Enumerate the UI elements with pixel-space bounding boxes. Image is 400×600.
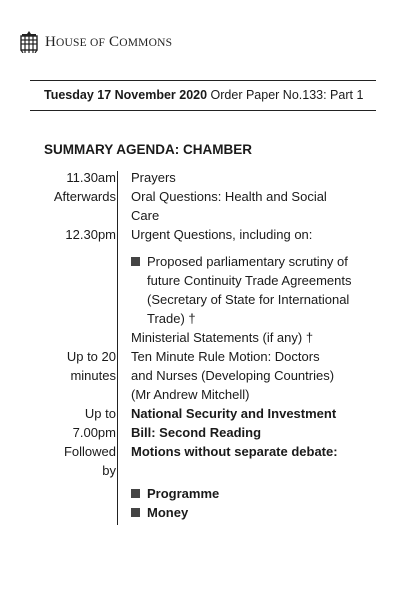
square-bullet-icon [131, 257, 140, 266]
agenda-time: Afterwards [53, 189, 116, 204]
top-rule [30, 80, 376, 81]
house-title: HOUSE OF COMMONS [45, 33, 173, 50]
agenda-bullet-item [131, 252, 367, 328]
summary-agenda-title: SUMMARY AGENDA: CHAMBER [44, 142, 252, 157]
agenda-desc-line: National Security and Investment [131, 406, 337, 421]
agenda-bullet-list [124, 484, 367, 522]
agenda-time [30, 404, 124, 442]
agenda-desc-line: and Nurses (Developing Countries) [131, 368, 335, 383]
house-of-commons-header [19, 28, 172, 56]
agenda-desc [124, 347, 367, 404]
agenda-time [30, 442, 124, 480]
agenda-row [30, 347, 376, 404]
order-paper-text: Order Paper No.133: Part 1 [210, 88, 364, 102]
bullet-text: Programme [147, 486, 220, 501]
agenda-time: 11.30am [66, 170, 116, 185]
agenda-time-line: minutes [70, 368, 116, 383]
agenda-row [30, 484, 376, 522]
bottom-rule [30, 110, 376, 111]
agenda-bullet-item [131, 484, 367, 503]
agenda-row [30, 404, 376, 442]
agenda-row [30, 442, 376, 480]
agenda-time-line: Up to 20 [66, 349, 116, 364]
agenda-desc: Urgent Questions, including on: [131, 227, 313, 242]
agenda-desc: Ministerial Statements (if any) † [131, 330, 314, 345]
agenda-time-line: 7.00pm [72, 425, 116, 440]
agenda-row [30, 252, 376, 328]
agenda-desc-line: Oral Questions: Health and Social [131, 189, 327, 204]
portcullis-icon [19, 31, 39, 53]
agenda-row [30, 225, 376, 244]
bullet-text: Money [147, 505, 189, 520]
agenda-bullet-list [124, 252, 367, 328]
agenda-desc: Motions without separate debate: [131, 444, 338, 459]
agenda-time-line: Up to [84, 406, 116, 421]
agenda-bullet-item [131, 503, 367, 522]
agenda-desc-line: Bill: Second Reading [131, 425, 262, 440]
agenda-desc [124, 404, 367, 442]
agenda-time-line: by [102, 463, 116, 478]
agenda-row [30, 187, 376, 225]
bullet-text: Proposed parliamentary scrutiny of future Continuity Trade Agreements (Secretary of State for International Trade) † [147, 254, 352, 326]
agenda-desc: Prayers [131, 170, 176, 185]
agenda-desc-line: Care [131, 208, 160, 223]
square-bullet-icon [131, 489, 140, 498]
agenda-time-line: Followed [63, 444, 116, 459]
agenda-desc [124, 187, 367, 225]
agenda-time [30, 347, 124, 404]
agenda-row [30, 168, 376, 187]
agenda-desc-line: (Mr Andrew Mitchell) [131, 387, 250, 402]
date-text: Tuesday 17 November 2020 [44, 88, 208, 102]
dateline [44, 88, 363, 102]
agenda-row [30, 328, 376, 347]
agenda-time: 12.30pm [65, 227, 116, 242]
square-bullet-icon [131, 508, 140, 517]
agenda-table [30, 168, 376, 522]
agenda-desc-line: Ten Minute Rule Motion: Doctors [131, 349, 320, 364]
